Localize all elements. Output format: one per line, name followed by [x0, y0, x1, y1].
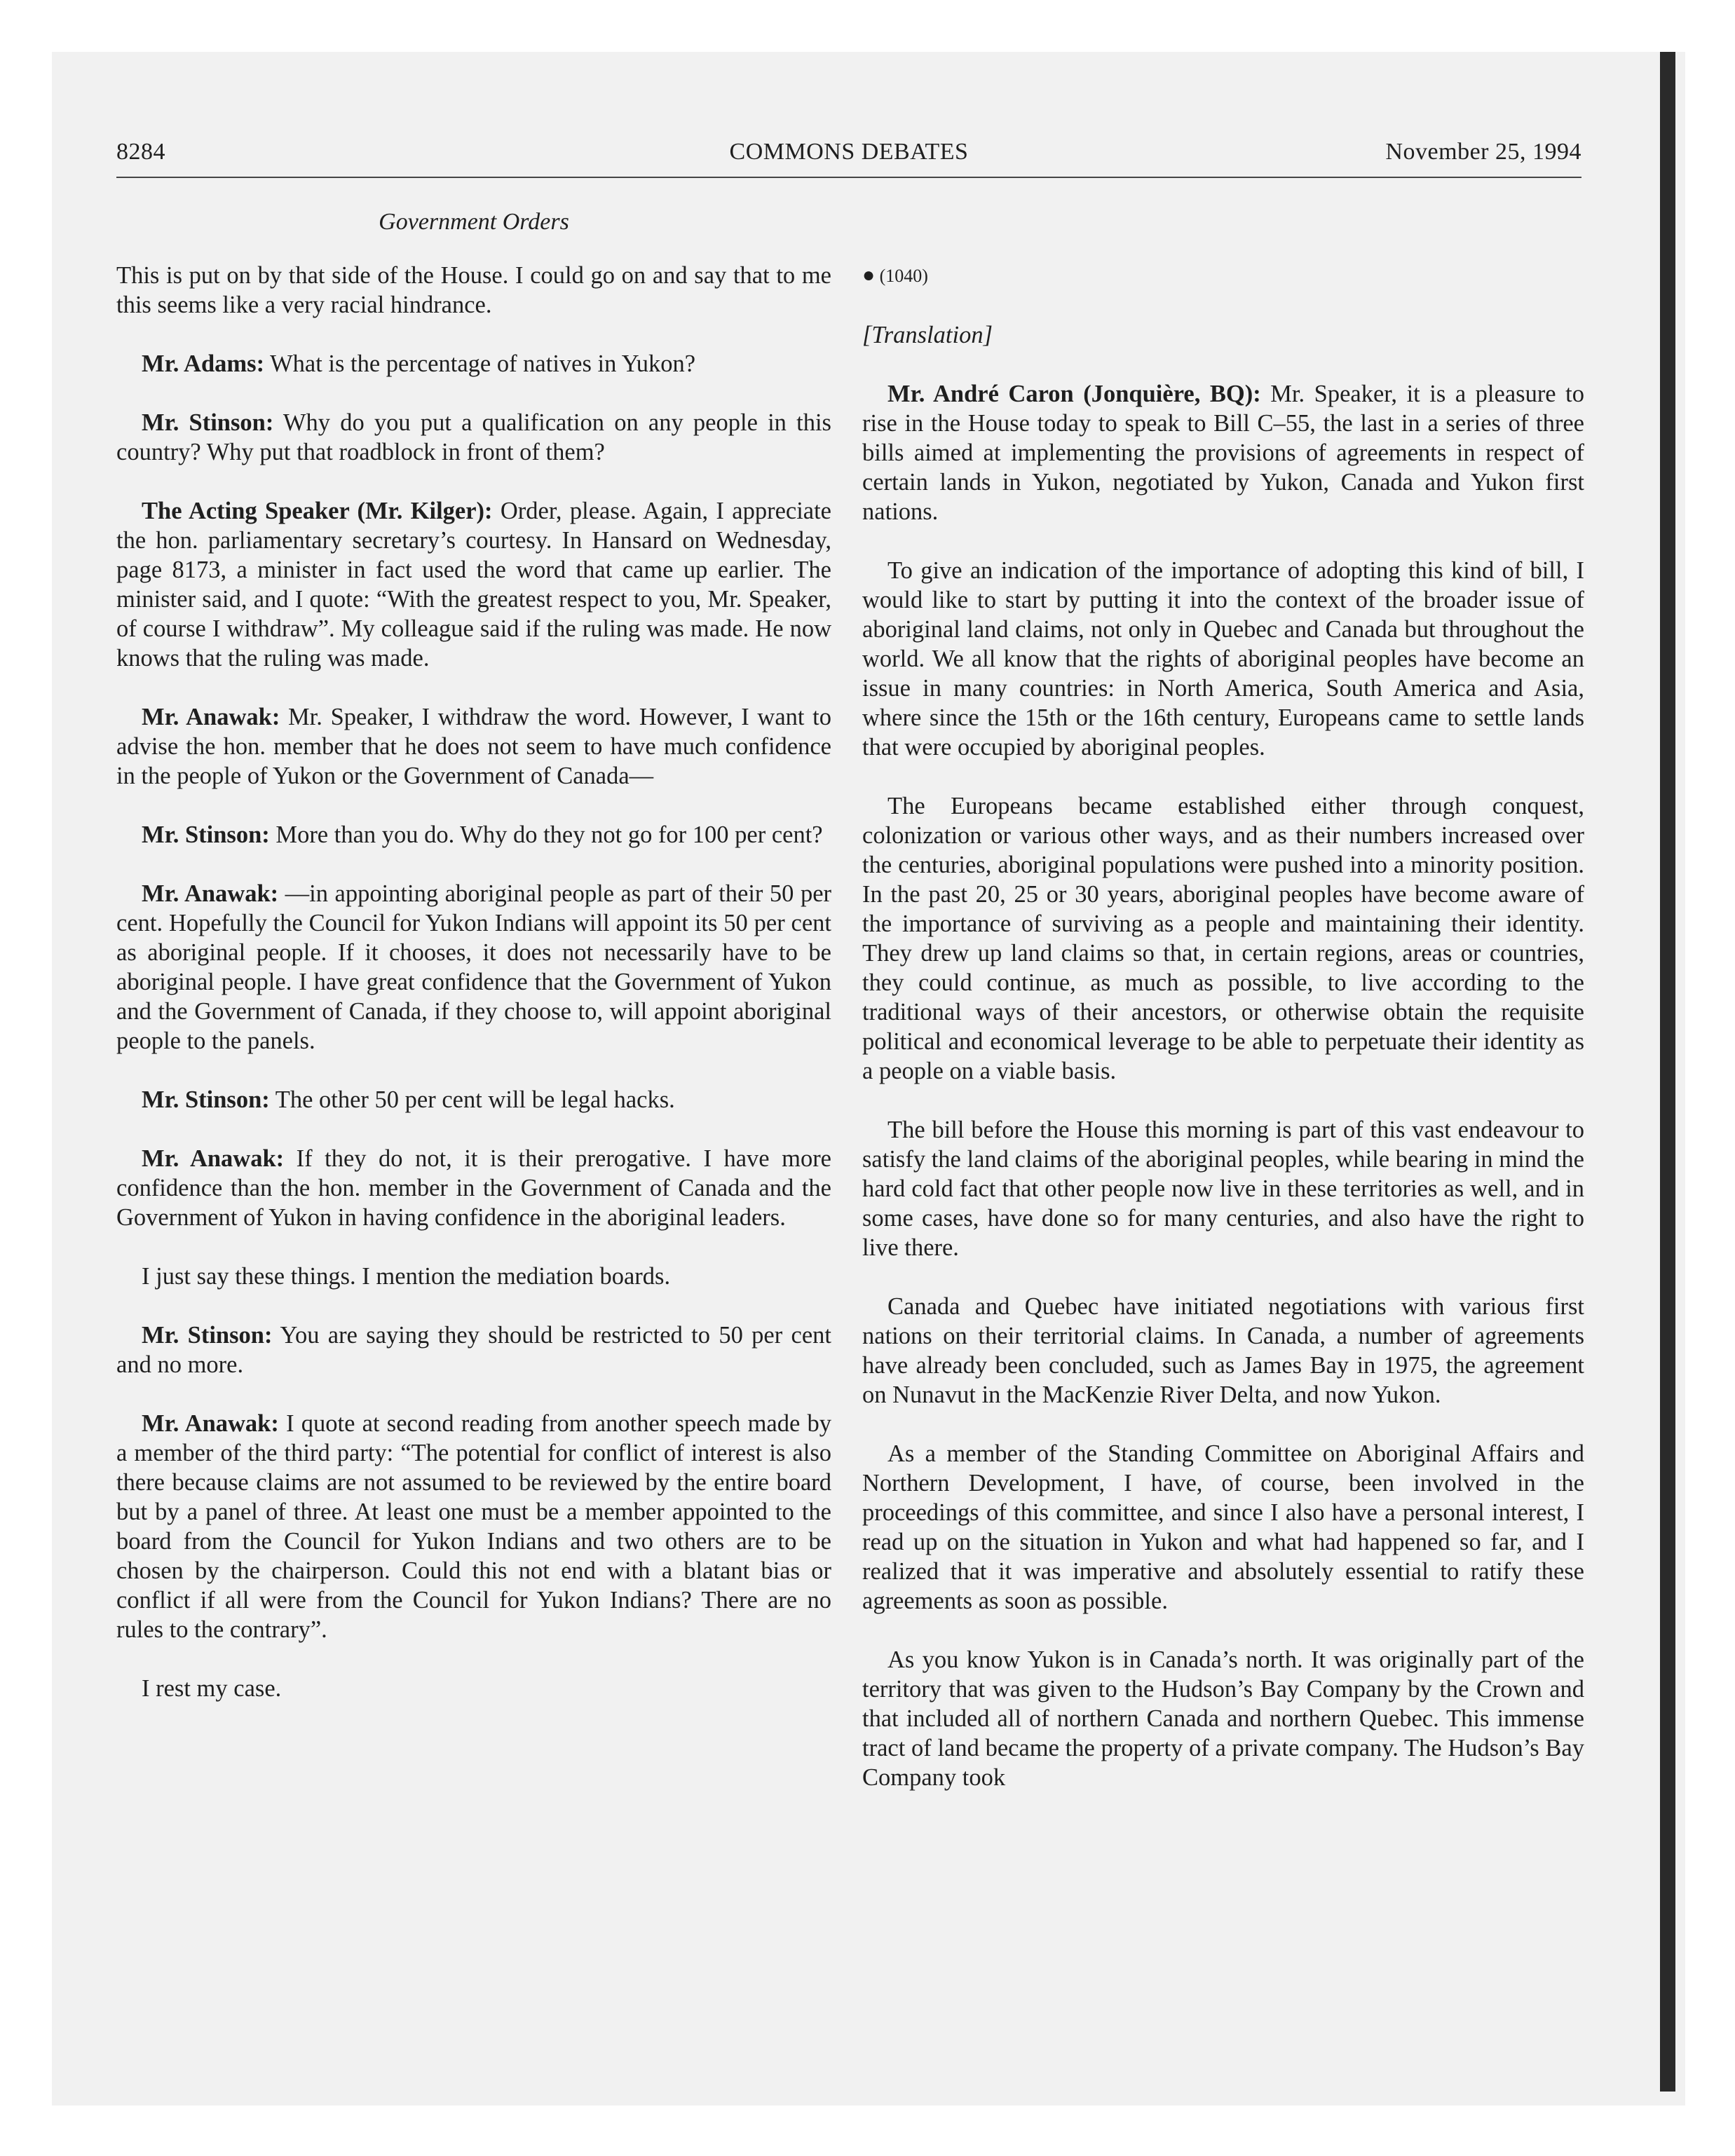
paragraph: [116, 1262, 831, 1291]
paragraph-text: As you know Yukon is in Canada’s north. It was originally part of the territory that was given to the Hudson’s Bay Company by the Crown and that included all of northern Canada and northern Quebec. This immense tract of land became the property of a private company. The Hudson’s Bay Company took: [862, 1646, 1584, 1791]
paragraph-text: Mr. Speaker, it is a pleasure to rise in the House today to speak to Bill C–55, the last in a series of three bills aimed at implementing the provisions of agreements in respect of certain lands in Yukon, negotiated by Yukon, Canada and Yukon first nations.: [862, 381, 1584, 525]
paragraph-text: Why do you put a qualification on any people in this country? Why put that roadblock in front of them?: [116, 409, 831, 465]
paragraph-text: You are saying they should be restricted to 50 per cent and no more.: [116, 1322, 831, 1378]
paragraph: [862, 379, 1584, 526]
speaker-name: Mr. Anawak:: [142, 704, 280, 730]
translation-label: [Translation]: [862, 322, 993, 348]
paragraph: [862, 1439, 1584, 1616]
speaker-name: Mr. Stinson:: [142, 1322, 273, 1349]
header-rule: [116, 177, 1581, 178]
bullet-icon: ●: [862, 264, 876, 287]
paragraph: [862, 556, 1584, 762]
paragraph-text: —in appointing aboriginal people as part of their 50 per cent. Hopefully the Council for Yukon Indians will appoint its 50 per cent as aboriginal people. If it chooses, it does not necessarily have to be aboriginal people. I have great confidence that the Government of Yukon and the Government of Canada, if they choose to, will appoint aboriginal people to the panels.: [116, 880, 832, 1054]
paragraph: [116, 820, 831, 850]
paragraph: [116, 408, 831, 467]
paragraph-text: To give an indication of the importance of adopting this kind of bill, I would like to start by putting it into the context of the broader issue of aboriginal land claims, not only in Quebec and Canada but throughout the world. We all know that the rights of aboriginal peoples have become an issue in many countries: in North America, South America and Asia, where since the 15th or the 16th century, Europeans came to settle lands that were occupied by aboriginal peoples.: [862, 557, 1584, 760]
paragraph: [116, 349, 831, 378]
paragraph: [116, 1674, 831, 1703]
paragraph: [862, 1645, 1584, 1792]
journal-title: COMMONS DEBATES: [729, 139, 969, 165]
paragraph-text: The other 50 per cent will be legal hacks.: [269, 1086, 675, 1113]
speaker-name: Mr. Stinson:: [142, 1086, 270, 1113]
paragraph-text: I quote at second reading from another speech made by a member of the third party: “The potential for conflict of interest is also there because claims are not assumed to be reviewed by the entire board but by a panel of three. At least one must be a member appointed to the board from the Council for Yukon Indians and two others are to be chosen by the chairperson. Could this not end with a blatant bias or conflict if all were from the Council for Yukon Indians? There are no rules to the contrary”.: [116, 1410, 832, 1643]
paragraph-text: More than you do. Why do they not go for 100 per cent?: [269, 821, 823, 848]
paragraph-text: As a member of the Standing Committee on Aboriginal Affairs and Northern Development, I have, of course, been involved in the proceedings of this committee, and since I also have a personal interest, I read up on the situation in Yukon and what had happened so far, and I realized that it was imperative and absolutely essential to ratify these agreements as soon as possible.: [862, 1440, 1584, 1614]
paragraph-text: The bill before the House this morning is part of this vast endeavour to satisfy the land claims of the aboriginal peoples, while bearing in mind the hard cold fact that other people now live in these territories as well, and in some cases, have done so for many centuries, and also have the right to live there.: [862, 1117, 1584, 1261]
speaker-name: The Acting Speaker (Mr. Kilger):: [142, 498, 493, 524]
paragraph: [862, 1292, 1584, 1410]
paragraph: [116, 1085, 831, 1114]
speaker-name: Mr. Anawak:: [142, 1410, 279, 1437]
paragraph: [116, 496, 831, 673]
paragraph-text: Mr. Speaker, I withdraw the word. However, I want to advise the hon. member that he does not seem to have much confidence in the people of Yukon or the Government of Canada—: [116, 704, 831, 789]
paragraph-text: If they do not, it is their prerogative. I have more confidence than the hon. member in the Government of Canada and the Government of Yukon in having confidence in the aboriginal leaders.: [116, 1145, 831, 1231]
time-stamp: (1040): [879, 266, 928, 286]
paragraph-text: This is put on by that side of the House. I could go on and say that to me this seems like a very racial hindrance.: [116, 262, 831, 318]
paragraph-text: Order, please. Again, I appreciate the hon. parliamentary secretary’s courtesy. In Hansard on Wednesday, page 8173, a minister in fact used the word that came up earlier. The minister said, and I quote: “With the greatest respect to you, Mr. Speaker, of course I withdraw”. My colleague said if the ruling was made. He now knows that the ruling was made.: [116, 498, 831, 671]
speaker-name: Mr. Stinson:: [142, 409, 274, 436]
right-column: [862, 261, 1584, 1822]
publication-date: November 25, 1994: [1385, 139, 1581, 165]
paragraph-text: I just say these things. I mention the mediation boards.: [142, 1263, 671, 1290]
paragraph: [116, 1409, 831, 1644]
running-header: [116, 139, 1581, 181]
speaker-name: Mr. Stinson:: [142, 821, 270, 848]
section-heading: Government Orders: [379, 209, 569, 235]
paragraph: [116, 1144, 831, 1232]
paragraph: [116, 1321, 831, 1379]
paragraph-text: Canada and Quebec have initiated negotiations with various first nations on their territorial claims. In Canada, a number of agreements have already been concluded, such as James Bay in 1975, the agreement on Nunavut in the MacKenzie River Delta, and now Yukon.: [862, 1293, 1584, 1408]
page-number: 8284: [116, 139, 165, 165]
paragraph-text: I rest my case.: [142, 1675, 282, 1702]
paragraph: [862, 791, 1584, 1086]
paragraph: [862, 1115, 1584, 1262]
time-marker: [862, 261, 1584, 291]
speaker-name: Mr. Anawak:: [142, 1145, 285, 1172]
paragraph: [116, 702, 831, 791]
speaker-name: Mr. André Caron (Jonquière, BQ):: [887, 381, 1261, 407]
paragraph-text: What is the percentage of natives in Yukon?: [264, 350, 696, 377]
left-column: [116, 261, 831, 1733]
paragraph-text: The Europeans became established either through conquest, colonization or various other ways, and as their numbers increased over the centuries, aboriginal populations were pushed into a minority position. In the past 20, 25 or 30 years, aboriginal peoples have become aware of the importance of surviving as a people and maintaining their identity. They drew up land claims so that, in certain regions, areas or countries, they could continue, as much as possible, to live according to the traditional ways of their ancestors, or otherwise obtain the requisite political and economical leverage to be able to perpetuate their identity as a people on a viable basis.: [862, 793, 1584, 1084]
paragraph: [116, 879, 831, 1056]
paragraph: [116, 261, 831, 320]
speaker-name: Mr. Adams:: [142, 350, 265, 377]
speaker-name: Mr. Anawak:: [142, 880, 279, 907]
